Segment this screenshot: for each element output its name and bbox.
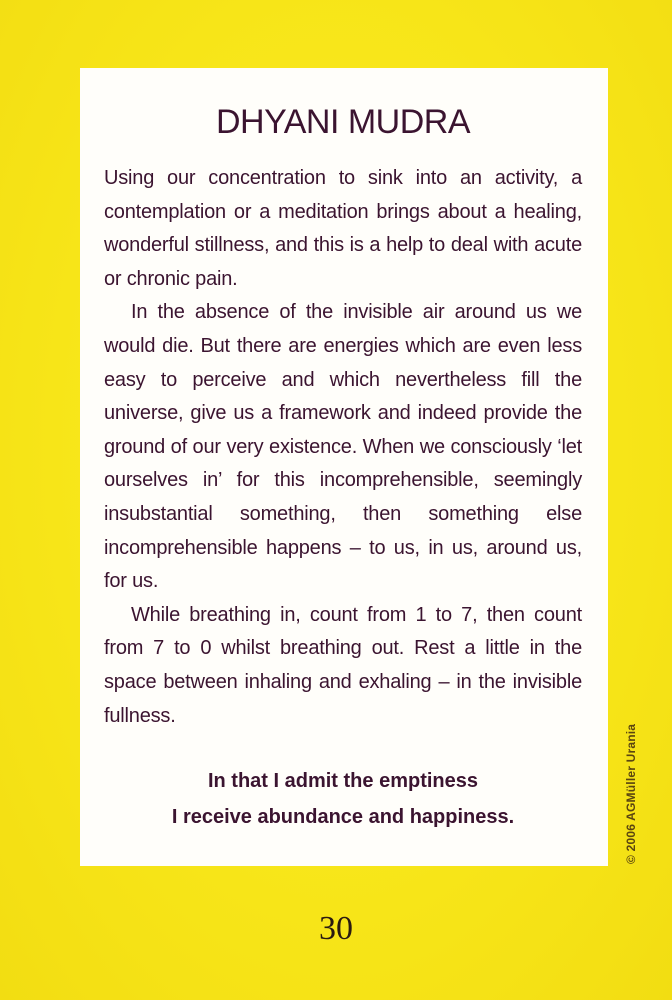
affirmation	[104, 763, 582, 835]
copyright-notice: © 2006 AGMüller Urania	[624, 723, 638, 864]
paragraph-intro: Using our concentration to sink into an activity, a contemplation or a meditation brings about a healing, wonderful stillness, and this is a help to deal with acute or chronic pain.	[104, 167, 582, 290]
page-number: 30	[319, 910, 353, 947]
paragraph-breathing: While breathing in, count from 1 to 7, then count from 7 to 0 whilst breathing out. Rest a little in the space between inhaling and exhaling – in the invisible fullness.	[104, 603, 582, 727]
card-title: DHYANI MUDRA	[215, 103, 471, 141]
card-body	[104, 162, 582, 733]
affirmation-line-1: In that I admit the emptiness	[207, 770, 479, 793]
paragraph-energies: In the absence of the invisible air around us we would die. But there are energies which are even less easy to perceive and which nevertheless fill the universe, give us a framework and indeed provide the ground of our very existence. When we consciously ‘let ourselves in’ for this incomprehensible, seemingly insubstantial something, then something else incomprehensible happens – to us, in us, around us, for us.	[104, 301, 582, 593]
text-panel	[80, 68, 608, 866]
affirmation-line-2: I receive abundance and happiness.	[171, 806, 515, 829]
